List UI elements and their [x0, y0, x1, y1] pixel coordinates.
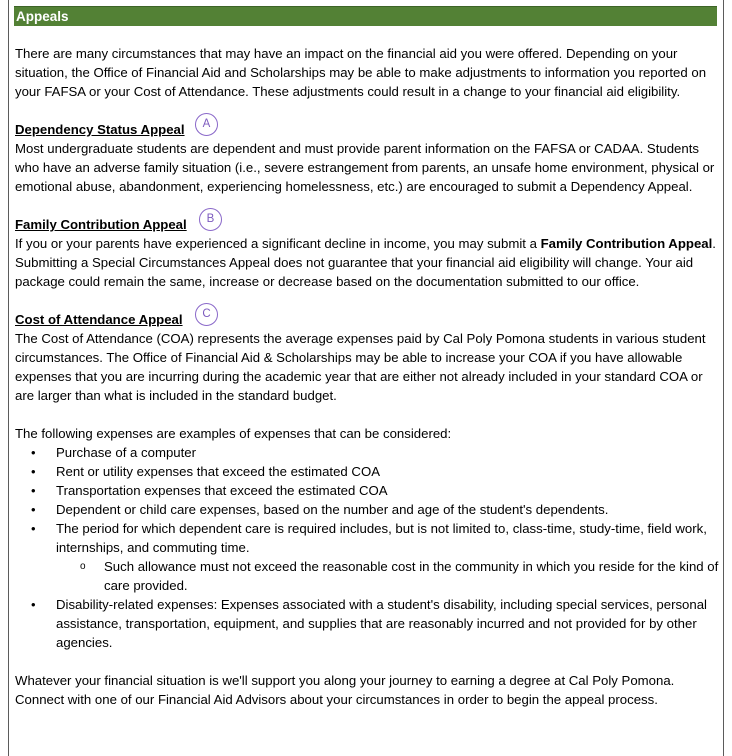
family-contribution-title: Family Contribution Appeal: [15, 217, 187, 232]
spacer: [15, 196, 720, 215]
coa-appeal-title: Cost of Attendance Appeal: [15, 312, 183, 327]
intro-paragraph: There are many circumstances that may have an impact on the financial aid you were offered. Depending on your situation, the Office of Financial Aid and Scholarships may be able to make adjustments to information you reported on your FAFSA or your Cost of Attendance. These adjustments could result in a change to your financial aid eligibility.: [15, 46, 707, 99]
coa-appeal-heading: [15, 310, 720, 329]
expenses-list: [15, 443, 720, 652]
list-item: • Disability-related expenses: Expenses associated with a student's disability, including special services, personal assistance, transportation, equipment, and supplies that are reasonably incurred and not provided for by other agencies.: [15, 595, 720, 652]
spacer: [15, 405, 720, 424]
list-item: • Purchase of a computer: [15, 443, 720, 462]
spacer: [15, 652, 720, 671]
family-text-lead: If you or your parents have experienced a significant decline in income, you may submit a: [15, 236, 541, 251]
annotation-marker-c: C: [195, 303, 218, 326]
closing-paragraph: Whatever your financial situation is we'll support you along your journey to earning a degree at Cal Poly Pomona. Connect with one of our Financial Aid Advisors about your circumstances in order to begin the appeal process.: [15, 673, 675, 707]
dependency-appeal-title: Dependency Status Appeal: [15, 122, 185, 137]
list-item-text: The period for which dependent care is required includes, but is not limited to, class-time, study-time, field work, internships, and commuting time.: [56, 521, 707, 555]
family-contribution-text: [15, 234, 720, 291]
family-text-rest: . Submitting a Special Circumstances Appeal does not guarantee that your financial aid eligibility will change. Your aid package could remain the same, increase or decrease based on the documentation submitted to our office.: [15, 236, 716, 289]
expenses-intro: The following expenses are examples of expenses that can be considered:: [15, 426, 452, 441]
annotation-marker-b: B: [199, 208, 222, 231]
annotation-marker-a: A: [195, 113, 218, 136]
list-item: • Rent or utility expenses that exceed the estimated COA: [15, 462, 720, 481]
spacer: [15, 101, 720, 120]
family-contribution-heading: [15, 215, 720, 234]
page-title: Appeals: [16, 9, 69, 24]
list-item: [15, 519, 720, 595]
list-item: • Dependent or child care expenses, based on the number and age of the student's dependents.: [15, 500, 720, 519]
family-text-bold: Family Contribution Appeal: [540, 236, 713, 251]
dependency-appeal-heading: [15, 120, 720, 139]
spacer: [15, 291, 720, 310]
list-item: • Transportation expenses that exceed the estimated COA: [15, 481, 720, 500]
document-body: [15, 44, 720, 709]
sub-list: [56, 557, 720, 595]
appeals-header-bar: [14, 6, 717, 26]
sub-list-item: o Such allowance must not exceed the reasonable cost in the community in which you reside for the kind of care provided.: [56, 557, 720, 595]
dependency-appeal-text: Most undergraduate students are dependent and must provide parent information on the FAFSA or CADAA. Students who have an adverse family situation (i.e., severe estrangement from parents, an unsafe home environment, physical or emotional abuse, abandonment, experiencing homelessness, etc.) are encouraged to submit a Dependency Appeal.: [15, 141, 715, 194]
coa-appeal-text: The Cost of Attendance (COA) represents the average expenses paid by Cal Poly Pomona students in various student circumstances. The Office of Financial Aid & Scholarships may be able to increase your COA if you have allowable expenses that you are incurring during the academic year that are either not already included in your standard COA or are larger than what is included in the standard budget.: [15, 331, 706, 403]
